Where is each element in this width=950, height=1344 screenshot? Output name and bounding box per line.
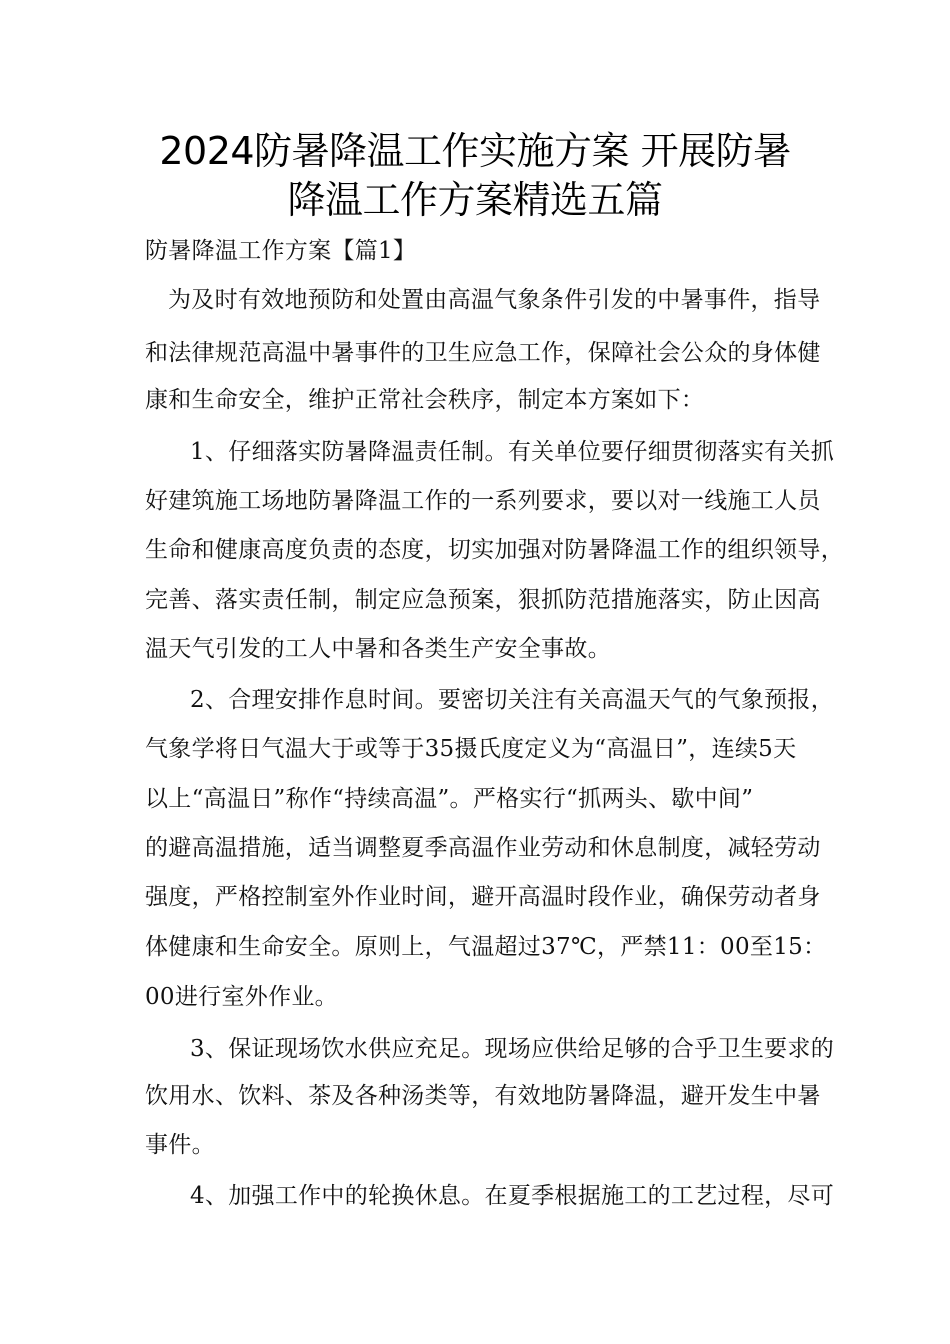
paragraph-line: 温天气引发的工人中暑和各类生产安全事故。 xyxy=(145,636,611,662)
paragraph-line: 气象学将日气温大于或等于35摄氏度定义为“高温日”，连续5天 xyxy=(145,736,797,762)
paragraph-line: 以上“高温日”称作“持续高温”。严格实行“抓两头、歇中间” xyxy=(145,786,754,812)
paragraph-line: 事件。 xyxy=(145,1132,215,1158)
document-title-line-1: 2024防暑降温工作实施方案 开展防暑 xyxy=(159,129,791,173)
paragraph-line: 的避高温措施，适当调整夏季高温作业劳动和休息制度，减轻劳动 xyxy=(145,835,821,861)
paragraph-line: 体健康和生命安全。原则上，气温超过37℃，严禁11：00至15： xyxy=(145,934,827,960)
paragraph-line: 饮用水、饮料、茶及各种汤类等，有效地防暑降温，避开发生中暑 xyxy=(145,1083,821,1109)
paragraph-line: 好建筑施工场地防暑降温工作的一系列要求，要以对一线施工人员 xyxy=(145,488,821,514)
paragraph-line: 00进行室外作业。 xyxy=(145,984,338,1010)
paragraph-line: 4、加强工作中的轮换休息。在夏季根据施工的工艺过程，尽可 xyxy=(190,1183,835,1209)
paragraph-line: 生命和健康高度负责的态度，切实加强对防暑降温工作的组织领导， xyxy=(145,537,844,563)
paragraph-line: 3、保证现场饮水供应充足。现场应供给足够的合乎卫生要求的 xyxy=(190,1036,835,1062)
paragraph-line: 强度，严格控制室外作业时间，避开高温时段作业，确保劳动者身 xyxy=(145,884,821,910)
paragraph-line: 2、合理安排作息时间。要密切关注有关高温天气的气象预报， xyxy=(190,687,835,713)
paragraph-line: 1、仔细落实防暑降温责任制。有关单位要仔细贯彻落实有关抓 xyxy=(190,439,835,465)
paragraph-line: 为及时有效地预防和处置由高温气象条件引发的中暑事件，指导 xyxy=(168,287,821,313)
section-heading: 防暑降温工作方案【篇1】 xyxy=(145,238,417,264)
paragraph-line: 完善、落实责任制，制定应急预案，狠抓防范措施落实，防止因高 xyxy=(145,587,821,613)
paragraph-line: 康和生命安全，维护正常社会秩序，制定本方案如下： xyxy=(145,387,705,413)
document-title-line-2: 降温工作方案精选五篇 xyxy=(287,178,663,222)
paragraph-line: 和法律规范高温中暑事件的卫生应急工作，保障社会公众的身体健 xyxy=(145,340,821,366)
